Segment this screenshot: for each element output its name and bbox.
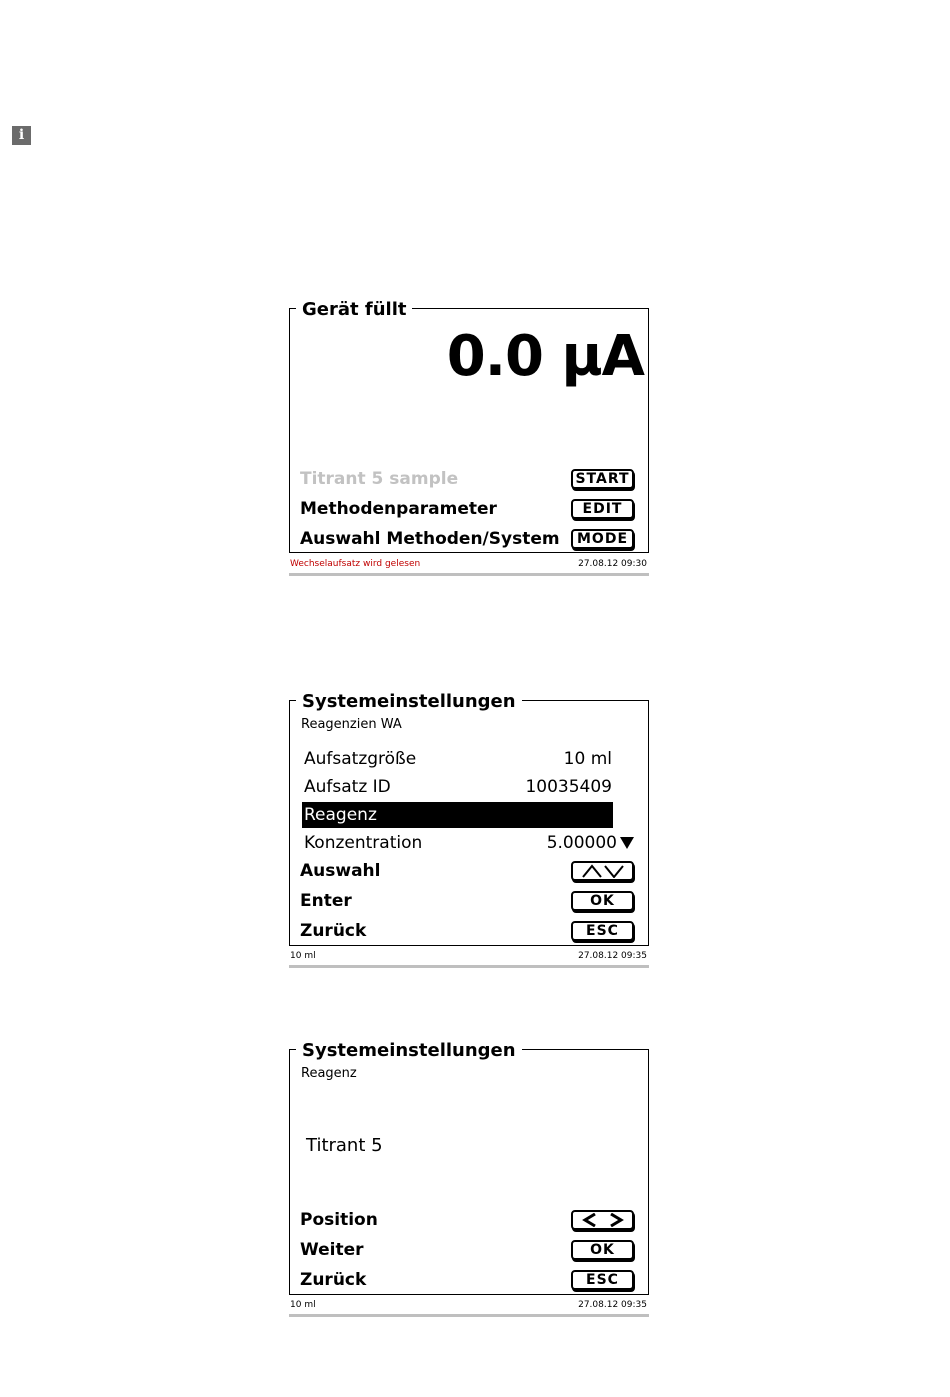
status-bar [289,949,649,968]
mode-button[interactable]: MODE [571,529,634,549]
status-timestamp: 27.08.12 09:30 [578,559,647,569]
param-row-aufsatzgroesse[interactable] [304,746,612,772]
up-down-arrows-icon [581,864,625,878]
param-row-reagenz[interactable] [302,802,613,828]
ok-button[interactable]: OK [571,1240,634,1260]
screen-title: Systemeinstellungen [296,692,522,712]
row-zurueck [300,1267,636,1293]
triangle-down-icon [620,837,634,849]
left-right-arrows-icon [581,1213,625,1227]
left-right-button[interactable] [571,1210,634,1230]
reagent-name-input[interactable]: Titrant 5 [306,1135,383,1156]
row-label-titrant: Titrant 5 sample [300,469,459,489]
ok-button[interactable]: OK [571,891,634,911]
start-button[interactable]: START [571,469,634,489]
row-weiter [300,1237,636,1263]
row-zurueck [300,918,636,944]
row-label-auswahl: Auswahl [300,861,381,881]
display-frame [289,1040,649,1295]
row-label-auswahl-methoden: Auswahl Methoden/System [300,529,560,549]
screen-systemeinstellungen-reagenz [289,1040,649,1310]
display-frame [289,691,649,946]
screen-geraet-fuellt [289,299,649,569]
status-message: 10 ml [290,1300,316,1310]
param-value: 10 ml [563,749,612,769]
status-message: 10 ml [290,951,316,961]
row-auswahl [300,858,636,884]
screen-title: Gerät füllt [296,300,412,320]
row-label-enter: Enter [300,891,352,911]
param-value: 10035409 [525,777,612,797]
up-down-button[interactable] [571,861,634,881]
row-label-zurueck: Zurück [300,921,367,941]
param-value: 5.00000 [546,833,617,853]
row-label-weiter: Weiter [300,1240,364,1260]
info-icon: i [12,126,31,145]
row-label-position: Position [300,1210,378,1230]
status-timestamp: 27.08.12 09:35 [578,1300,647,1310]
row-label-methodenparameter: Methodenparameter [300,499,497,519]
row-label-zurueck: Zurück [300,1270,367,1290]
esc-button[interactable]: ESC [571,1270,634,1290]
row-mode [300,526,636,552]
screen-subtitle: Reagenzien WA [301,717,402,732]
status-bar [289,557,649,576]
screen-subtitle: Reagenz [301,1066,357,1081]
screen-systemeinstellungen-reagenzien [289,691,649,961]
param-label: Konzentration [304,833,423,853]
param-row-konzentration[interactable] [304,830,634,856]
row-edit [300,496,636,522]
row-position [300,1207,636,1233]
param-label: Aufsatzgröße [304,749,417,769]
edit-button[interactable]: EDIT [571,499,634,519]
param-row-aufsatz-id[interactable] [304,774,612,800]
display-frame [289,299,649,553]
param-value-wrap [547,832,634,854]
param-label: Reagenz [304,805,377,825]
measurement-value: 0.0 µA [446,324,644,389]
status-message: Wechselaufsatz wird gelesen [290,559,421,569]
row-enter [300,888,636,914]
param-label: Aufsatz ID [304,777,391,797]
esc-button[interactable]: ESC [571,921,634,941]
screen-title: Systemeinstellungen [296,1041,522,1061]
row-start [300,466,636,492]
status-timestamp: 27.08.12 09:35 [578,951,647,961]
status-bar [289,1298,649,1317]
